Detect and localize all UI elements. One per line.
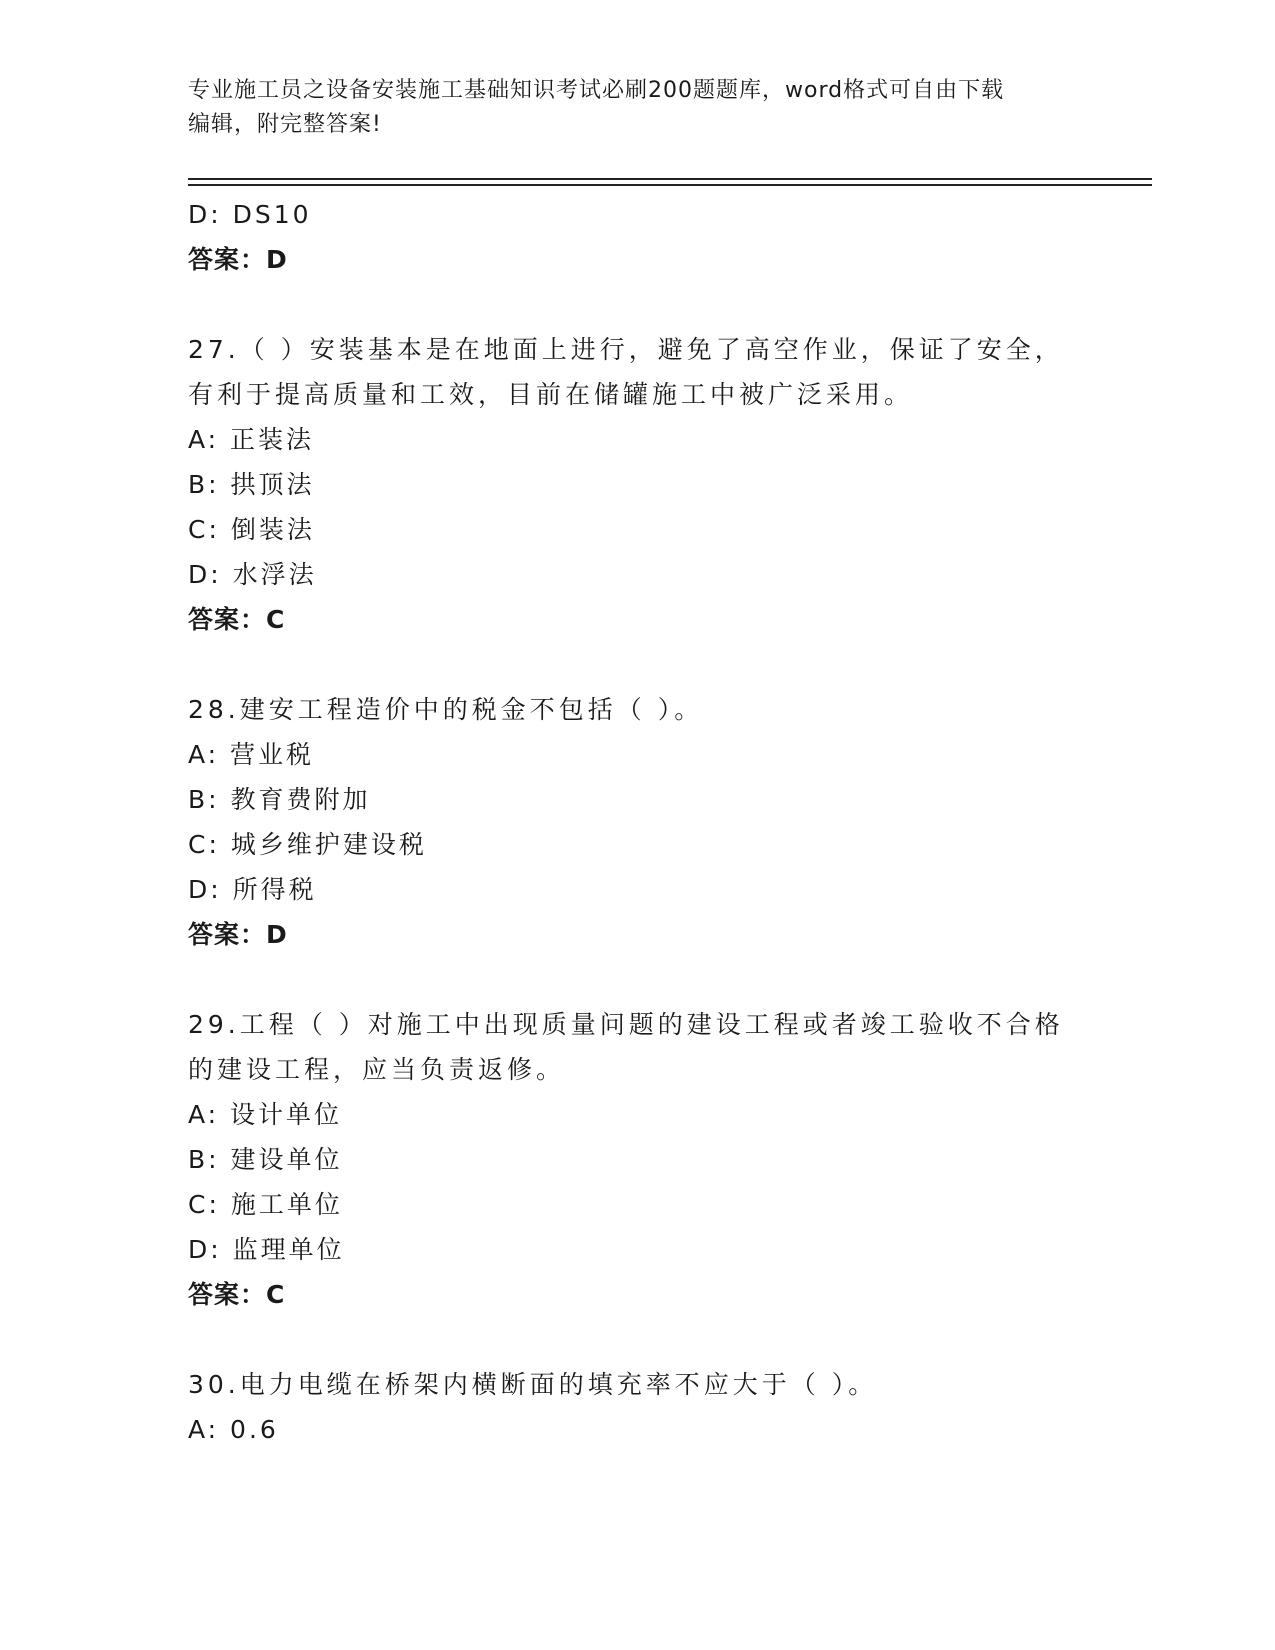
- answer: 答案：C: [188, 1280, 286, 1309]
- option-c: C: 城乡维护建设税: [188, 830, 427, 859]
- option-c: C: 倒装法: [188, 515, 315, 544]
- header-divider-bottom: [188, 184, 1152, 186]
- document-header: [188, 74, 1068, 142]
- question-stem-line: 有利于提高质量和工效，目前在储罐施工中被广泛采用。: [188, 380, 914, 409]
- option-d: D: 水浮法: [188, 560, 317, 589]
- option-a: A: 营业税: [188, 740, 315, 769]
- option-c: C: 施工单位: [188, 1190, 343, 1219]
- question-stem-line: 29.工程（ ）对施工中出现质量问题的建设工程或者竣工验收不合格: [188, 1010, 1064, 1039]
- question-27: [188, 327, 1088, 642]
- question-stem-line: 30.电力电缆在桥架内横断面的填充率不应大于（ ）。: [188, 1370, 878, 1399]
- question-28: [188, 687, 1088, 957]
- option-a: A: 设计单位: [188, 1100, 343, 1129]
- option-b: B: 拱顶法: [188, 470, 315, 499]
- option-b: B: 建设单位: [188, 1145, 343, 1174]
- option-a: A: 0.6: [188, 1415, 279, 1444]
- prev-option-d: D: DS10: [188, 200, 312, 229]
- option-d: D: 监理单位: [188, 1235, 345, 1264]
- option-d: D: 所得税: [188, 875, 317, 904]
- question-30: [188, 1362, 1088, 1452]
- option-b: B: 教育费附加: [188, 785, 371, 814]
- question-stem-line: 28.建安工程造价中的税金不包括（ ）。: [188, 695, 704, 724]
- question-stem-line: 的建设工程，应当负责返修。: [188, 1055, 566, 1084]
- answer: 答案：D: [188, 920, 288, 949]
- header-line-2: 编辑，附完整答案!: [188, 112, 382, 137]
- prev-answer: 答案：D: [188, 245, 288, 274]
- answer: 答案：C: [188, 605, 286, 634]
- header-divider-top: [188, 178, 1152, 180]
- document-body: [188, 192, 1088, 1452]
- question-stem-line: 27.（ ）安装基本是在地面上进行，避免了高空作业，保证了安全，: [188, 335, 1064, 364]
- question-29: [188, 1002, 1088, 1317]
- option-a: A: 正装法: [188, 425, 315, 454]
- header-line-1: 专业施工员之设备安装施工基础知识考试必刷200题题库，word格式可自由下载: [188, 78, 1005, 103]
